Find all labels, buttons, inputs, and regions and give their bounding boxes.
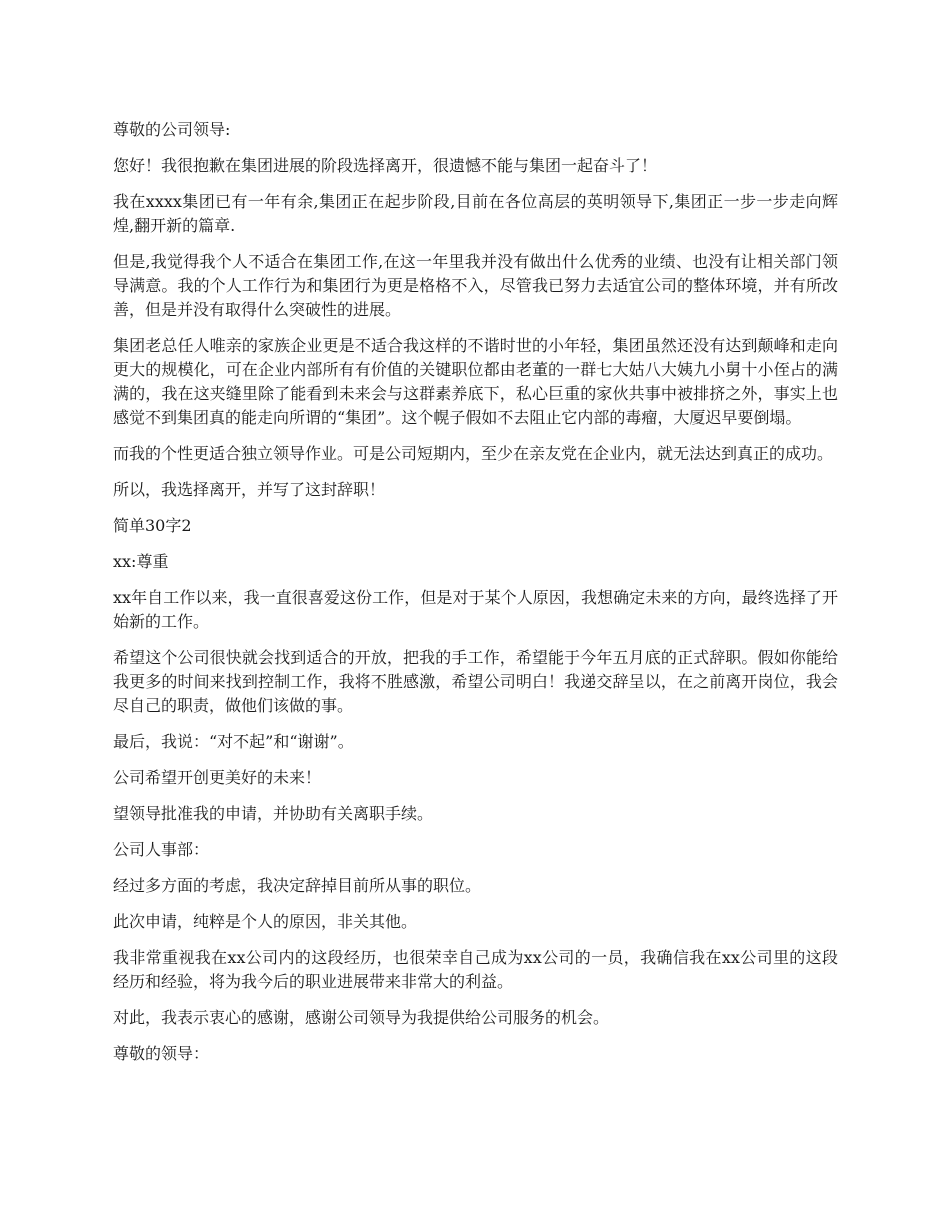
- paragraph-salutation: 尊敬的领导：: [113, 1044, 210, 1063]
- paragraph-salutation: 尊敬的公司领导:: [113, 120, 231, 139]
- paragraph-salutation: xx:尊重: [113, 552, 169, 571]
- paragraph: xx年自工作以来，我一直很喜爱这份工作，但是对于某个人原因，我想确定未来的方向，最终选择了开始新的工作。: [113, 588, 838, 631]
- paragraph: 集团老总任人唯亲的家族企业更是不适合我这样的不谐时世的小年轻，集团虽然还没有达到颠峰和走向更大的规模化，可在企业内部所有有价值的关键职位都由老董的一群七大姑八大姨九小舅十小侄占的满满的，我在这夹缝里除了能看到未来会与这群素养底下，私心巨重的家伙共事中被排挤之外，事实上也感觉不到集团真的能走向所谓的“集团”。这个幌子假如不去阻止它内部的毒瘤，大厦迟早要倒塌。: [113, 336, 838, 427]
- paragraph: 最后，我说：“对不起”和“谢谢”。: [113, 732, 354, 751]
- paragraph: 我非常重视我在xx公司内的这段经历，也很荣幸自己成为xx公司的一员，我确信我在xx公司里的这段经历和经验，将为我今后的职业进展带来非常大的利益。: [113, 948, 838, 991]
- paragraph: 此次申请，纯粹是个人的原因，非关其他。: [113, 912, 418, 931]
- paragraph: 公司希望开创更美好的未来！: [113, 768, 322, 787]
- document-page: [113, 118, 838, 1078]
- paragraph: 对此，我表示衷心的感谢，感谢公司领导为我提供给公司服务的机会。: [113, 1008, 610, 1027]
- paragraph: 而我的个性更适合独立领导作业。可是公司短期内，至少在亲友党在企业内，就无法达到真正的成功。: [113, 444, 834, 463]
- section-heading: 简单30字2: [113, 516, 192, 535]
- paragraph: 我在xxxx集团已有一年有余,集团正在起步阶段,目前在各位高层的英明领导下,集团正一步一步走向辉煌,翻开新的篇章.: [113, 192, 838, 235]
- paragraph-salutation: 公司人事部：: [113, 840, 210, 859]
- paragraph: 但是,我觉得我个人不适合在集团工作,在这一年里我并没有做出什么优秀的业绩、也没有让相关部门领导满意。我的个人工作行为和集团行为更是格格不入，尽管我已努力去适宜公司的整体环境，并有所改善，但是并没有取得什么突破性的进展。: [113, 252, 838, 319]
- paragraph: 您好！我很抱歉在集团进展的阶段选择离开，很遗憾不能与集团一起奋斗了！: [113, 156, 658, 175]
- paragraph: 望领导批准我的申请，并协助有关离职手续。: [113, 804, 434, 823]
- paragraph: 所以，我选择离开，并写了这封辞职！: [113, 480, 386, 499]
- paragraph: 经过多方面的考虑，我决定辞掉目前所从事的职位。: [113, 876, 482, 895]
- paragraph: 希望这个公司很快就会找到适合的开放，把我的手工作，希望能于今年五月底的正式辞职。假如你能给我更多的时间来找到控制工作，我将不胜感激，希望公司明白！我递交辞呈以，在之前离开岗位，我会尽自己的职责，做他们该做的事。: [113, 648, 838, 715]
